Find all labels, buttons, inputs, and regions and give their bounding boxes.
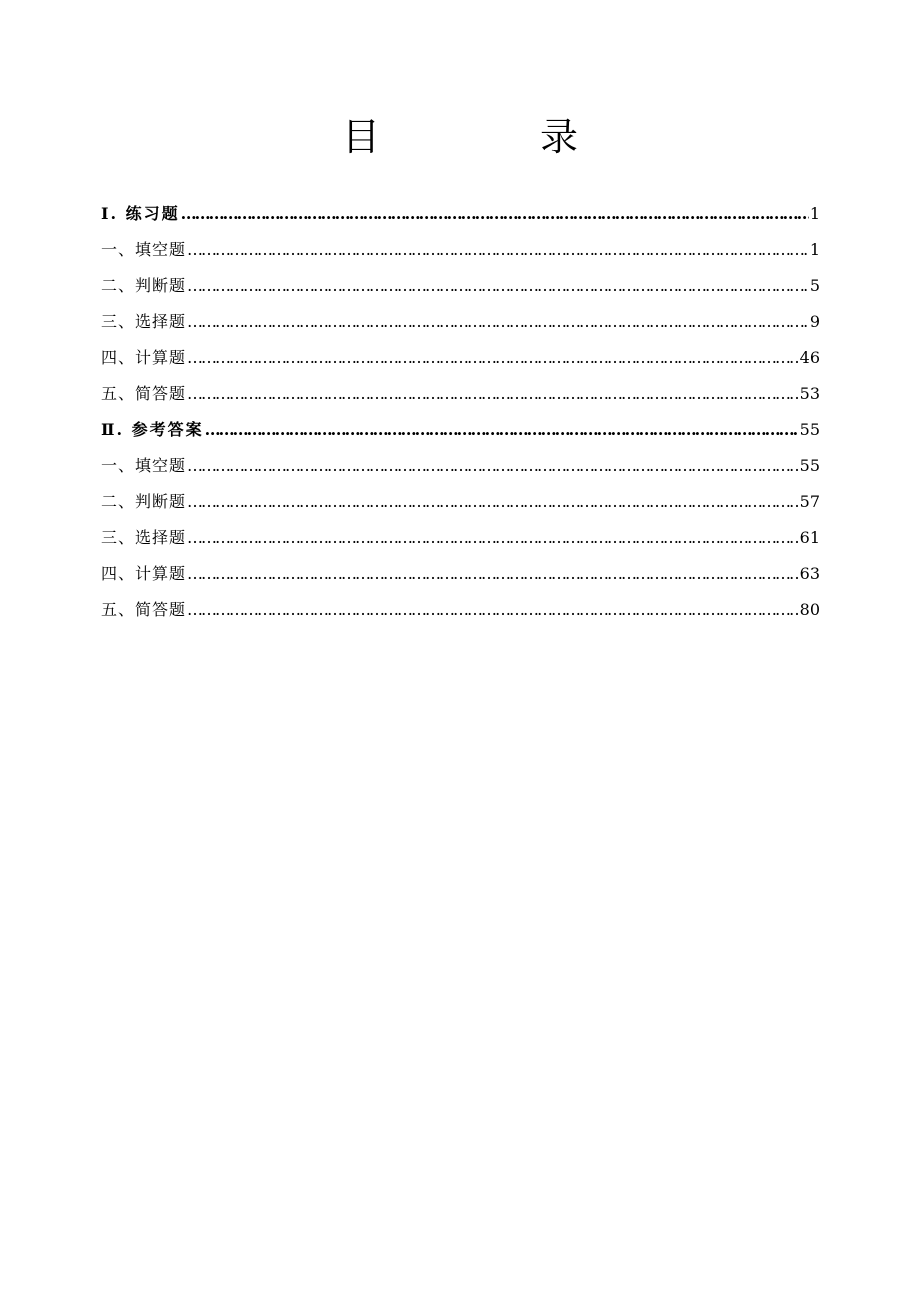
toc-entry-label: Ⅱ. 参考答案 (101, 420, 204, 439)
toc-dot-leader (187, 232, 809, 268)
toc-entry-page: 5 (809, 276, 820, 295)
toc-entry-answers-multiple-choice[interactable] (101, 520, 820, 556)
toc-entry-label: Ⅰ. 练习题 (101, 204, 180, 223)
toc-dot-leader (181, 196, 809, 232)
toc-entry-answers-true-false[interactable] (101, 484, 820, 520)
toc-dot-leader (187, 484, 799, 520)
toc-entry-page: 1 (809, 204, 820, 223)
toc-entry-label: 四、计算题 (101, 348, 187, 367)
toc-dot-leader (187, 376, 799, 412)
toc-entry-answers-short-answer[interactable] (101, 592, 820, 628)
toc-dot-leader (187, 592, 799, 628)
toc-entry-label: 三、选择题 (101, 312, 187, 331)
toc-entry-page: 61 (799, 528, 820, 547)
toc-entry-label: 二、判断题 (101, 276, 187, 295)
toc-dot-leader (187, 340, 799, 376)
toc-entry-page: 80 (799, 600, 820, 619)
toc-dot-leader (187, 268, 809, 304)
toc-entry-label: 一、填空题 (101, 240, 187, 259)
toc-dot-leader (205, 412, 799, 448)
toc-entry-label: 一、填空题 (101, 456, 187, 475)
toc-entry-practice-multiple-choice[interactable] (101, 304, 820, 340)
toc-entry-practice-true-false[interactable] (101, 268, 820, 304)
toc-dot-leader (187, 556, 799, 592)
toc-entry-answers-calculation[interactable] (101, 556, 820, 592)
toc-entry-page: 57 (799, 492, 820, 511)
toc-dot-leader (187, 520, 799, 556)
toc-entry-page: 55 (799, 456, 820, 475)
toc-entry-page: 55 (799, 420, 820, 439)
toc-entry-practice-calculation[interactable] (101, 340, 820, 376)
toc-entry-page: 53 (799, 384, 820, 403)
toc-entry-page: 63 (799, 564, 820, 583)
table-of-contents (101, 196, 820, 628)
toc-entry-practice-short-answer[interactable] (101, 376, 820, 412)
toc-entry-label: 二、判断题 (101, 492, 187, 511)
toc-entry-page: 1 (809, 240, 820, 259)
toc-entry-page: 9 (809, 312, 820, 331)
toc-entry-label: 五、简答题 (101, 600, 187, 619)
toc-dot-leader (187, 304, 809, 340)
toc-entry-label: 三、选择题 (101, 528, 187, 547)
toc-dot-leader (187, 448, 799, 484)
toc-entry-practice-fill-blank[interactable] (101, 232, 820, 268)
toc-entry-practice[interactable] (101, 196, 820, 232)
toc-entry-answers-fill-blank[interactable] (101, 448, 820, 484)
toc-entry-label: 四、计算题 (101, 564, 187, 583)
toc-entry-answers[interactable] (101, 412, 820, 448)
toc-entry-label: 五、简答题 (101, 384, 187, 403)
page-title: 目 录 (341, 115, 653, 159)
toc-entry-page: 46 (799, 348, 820, 367)
